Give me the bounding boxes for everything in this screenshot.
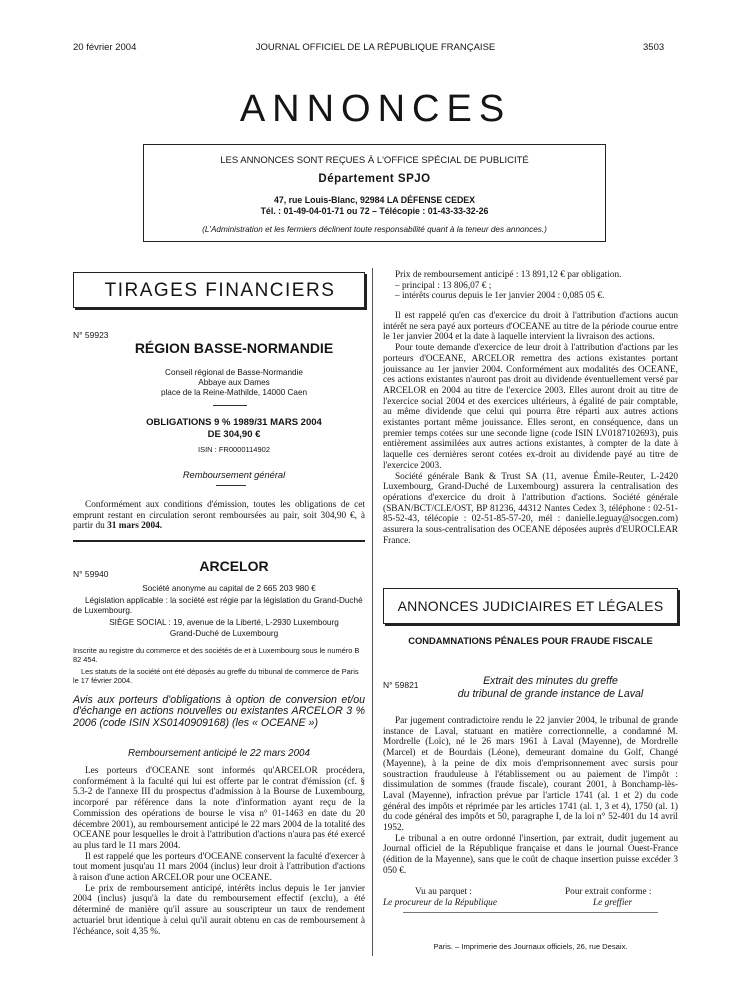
jugement-text <box>383 716 678 877</box>
annonces-intro: LES ANNONCES SONT REÇUES À L'OFFICE SPÉCIAL DE PUBLICITÉ <box>220 155 529 166</box>
obligations-line: DE 304,90 € <box>207 429 261 440</box>
siege-line: SIÈGE SOCIAL : 19, avenue de la Liberté, L-2930 Luxembourg <box>109 618 339 627</box>
obligations-title <box>103 417 365 441</box>
annonces-info-box <box>143 144 606 242</box>
address-line: place de la Reine-Mathilde, 14000 Caen <box>160 388 308 397</box>
section-divider <box>73 540 365 542</box>
judiciaires-heading-box <box>383 588 678 624</box>
journal-title: JOURNAL OFFICIEL DE LA RÉPUBLIQUE FRANÇAISE <box>255 42 496 53</box>
tirages-heading-box <box>73 272 365 308</box>
company-name: ARCELOR <box>199 558 269 574</box>
tirages-heading: TIRAGES FINANCIERS <box>104 280 336 301</box>
annonces-title: ANNONCES <box>239 88 512 130</box>
statuts: Les statuts de la société ont été déposés au greffe du tribunal de commerce de Paris le 17 février 2004. <box>73 667 359 685</box>
prix-block <box>383 270 678 302</box>
divider <box>216 485 246 486</box>
disclaimer: (L'Administration et les fermiers déclinent toute responsabilité quant à la teneur des annonces.) <box>202 225 547 234</box>
paragraph: Il est rappelé qu'en cas d'exercice du droit à l'attribution d'actions aucun intérêt ne sera payé aux porteurs d'OCEANE au titre de la période courue entre le 1er janvier 2004 et la date à laquelle intervient la livraison des actions. <box>383 311 678 343</box>
divider <box>403 912 658 913</box>
notice-number: N° 59923 <box>73 330 109 340</box>
obligations-line: OBLIGATIONS 9 % 1989/31 MARS 2004 <box>146 417 322 428</box>
paragraph: Les porteurs d'OCEANE sont informés qu'ARCELOR procédera, conformément à la faculté qui lui est offerte par le contrat d'émission (cf. § 5.3-2 de l'annexe III du prospectus d'admission à la Bourse de Luxembourg, incorporé par référence dans la note d'information ayant reçu de la Commission des opérations de bourse le visa n° 01-1463 en date du 20 décembre 2001), au remboursement anticipé le 22 mars 2004 de la totalité des OCEANE pour lesquelles le droit à l'attribution d'actions n'aura pas été exercé au plus tard le 11 mars 2004. <box>73 766 365 851</box>
region-name: RÉGION BASSE-NORMANDIE <box>134 340 334 356</box>
avis-title: Avis aux porteurs d'obligations à option de conversion et/ou d'échange en actions nouvelles ou existantes ARCELOR 3 % 2006 (code ISIN XS0140909168) (les « OCEANE ») <box>73 694 365 729</box>
paragraph: Il est rappelé que les porteurs d'OCEANE conservent la faculté d'exercer à tout moment jusqu'au 11 mars 2004 (inclus) leur droit à l'attribution d'actions à raison d'une action ARCELOR pour une OCEANE. <box>73 851 365 884</box>
notice-number: N° 59821 <box>383 680 419 690</box>
siege-social <box>83 617 365 639</box>
notice-number: N° 59940 <box>73 569 109 579</box>
judiciaires-heading: ANNONCES JUDICIAIRES ET LÉGALES <box>397 598 664 614</box>
column-separator <box>372 268 373 956</box>
divider <box>213 405 247 406</box>
left-column <box>73 272 365 937</box>
department-phones: Tél. : 01-49-04-01-71 ou 72 – Télécopie : 01-43-33-32-26 <box>260 206 489 216</box>
extrait-line: du tribunal de grande instance de Laval <box>457 688 644 700</box>
page-number: 3503 <box>643 42 665 53</box>
paragraph: Le prix de remboursement anticipé, intérêts inclus depuis le 1er janvier 2004 (inclus) jusqu'à la date du remboursement effectif (exclu), a été déterminé de manière qu'il assure au souscripteur un taux de rendement actuariel brut identique à celui qu'il aurait obtenu en cas de remboursement à l'échéance, soit 4,35 %. <box>73 883 365 937</box>
extrait-title <box>423 675 678 701</box>
paragraph: Le tribunal a en outre ordonné l'insertion, par extrait, dudit jugement au Journal officiel de la République française et dans le journal Ouest-France (édition de la Mayenne), sans que le coût de chaque insertion puisse excéder 3 050 €. <box>383 833 678 876</box>
vu-au-parquet: Vu au parquet : <box>415 887 473 897</box>
company-capital: Société anonyme au capital de 2 665 203 980 € <box>142 584 316 593</box>
region-text <box>73 500 365 532</box>
prix-line: – principal : 13 806,07 € ; <box>395 280 492 291</box>
region-text-date: 31 mars 2004. <box>107 521 163 532</box>
page-date: 20 février 2004 <box>73 42 137 53</box>
isin-code: ISIN : FR0000114902 <box>198 445 270 454</box>
remboursement-anticipe: Remboursement anticipé le 22 mars 2004 <box>128 748 310 759</box>
greffier-signature: Le greffier <box>593 898 633 908</box>
prix-line: – intérêts courus depuis le 1er janvier 2004 : 0,085 05 €. <box>395 291 605 302</box>
paragraph: Par jugement contradictoire rendu le 22 janvier 2004, le tribunal de grande instance de Laval, statuant en matière correctionnelle, a condamné M. Mordrelle (Loïc), né le 26 mars 1961 à Laval (Mayenne), de Mordrelle (Marcel) et de Bourdais (Léone), demeurant domaine du Golf, Changé (Mayenne), à la peine de dix mois d'emprisonnement avec sursis pour soustraction frauduleuse à l'établissement ou au paiement de l'impôt : dissimulation de sommes (fraude fiscale), courant 2001, à Bonchamp-lès-Laval (Mayenne), infraction prévue par l'article 1741 (al. 1 et 2) du code général des impôts et réprimée par les articles 1741 (al. 1, 3 et 4), 1750 (al. 1) du code général des impôts et 50, paragraphe I, de la loi n° 52-401 du 14 avril 1952. <box>383 716 678 834</box>
arcelor-text-continued <box>383 311 678 546</box>
legislation: Législation applicable : la société est régie par la législation du Grand-Duché de Luxembourg. <box>73 596 363 615</box>
siege-line: Grand-Duché de Luxembourg <box>169 629 279 638</box>
registre: Inscrite au registre du commerce et des sociétés de et à Luxembourg sous le numéro B 82 454. <box>73 646 360 664</box>
paragraph: Société générale Bank & Trust SA (11, avenue Émile-Reuter, L-2420 Luxembourg, Grand-Duché de Luxembourg) assurera la centralisation des opérations d'exercice du droit à l'attribution d'actions. Société générale (SBAN/BCT/CLE/OST, BP 81236, 44312 Nantes Cedex 3, téléphone : 02-51-85-52-43, télécopie : 02-51-85-57-20, mél : danielle.leguay@socgen.com) assurera la sous-centralisation des OCEANE déposées auprès d'EUROCLEAR France. <box>383 471 678 546</box>
arcelor-text <box>73 766 365 937</box>
address-line: Abbaye aux Dames <box>198 378 270 387</box>
imprimerie-footer: Paris. – Imprimerie des Journaux officiels, 26, rue Desaix. <box>433 942 628 951</box>
remboursement-general: Remboursement général <box>182 470 286 480</box>
department-address: 47, rue Louis-Blanc, 92984 LA DÉFENSE CEDEX <box>273 195 476 205</box>
pour-extrait-conforme: Pour extrait conforme : <box>565 887 652 897</box>
condamnations-title: CONDAMNATIONS PÉNALES POUR FRAUDE FISCALE <box>408 635 653 646</box>
region-address <box>103 368 365 398</box>
department-name: Département SPJO <box>318 173 431 185</box>
extrait-line: Extrait des minutes du greffe <box>483 675 618 687</box>
paragraph: Pour toute demande d'exercice de leur droit à l'attribution d'actions par les porteurs d'OCEANE, ARCELOR remettra des actions existantes portant jouissance au 1er janvier 2004. Conformément aux modalités des OCEANE, ces actions existantes n'auront pas droit au dividende éventuellement versé par ARCELOR en 2004 au titre de l'exercice 2003. Elles auront droit au titre de l'exercice social 2004 et des exercices ultérieurs, à égalité de pair comptable, au même dividende que celui qui pourra être réparti aux autres actions existantes portant même jouissance. Elles seront, en conséquence, dans un premier temps cotées sur une seconde ligne (code ISIN LV0187102693), puis entièrement assimilées aux autres actions existantes, à compter de la date à laquelle ces dernières seront cotées ex-droit au dividende payé au titre de l'exercice 2003. <box>383 343 678 471</box>
address-line: Conseil régional de Basse-Normandie <box>165 368 303 377</box>
region-text-body: Conformément aux conditions d'émission, toutes les obligations de cet emprunt restant en circulation seront remboursées au pair, soit 304,90 €, à partir du <box>73 500 365 532</box>
procureur-signature: Le procureur de la République <box>383 898 497 908</box>
prix-line: Prix de remboursement anticipé : 13 891,12 € par obligation. <box>395 270 622 280</box>
